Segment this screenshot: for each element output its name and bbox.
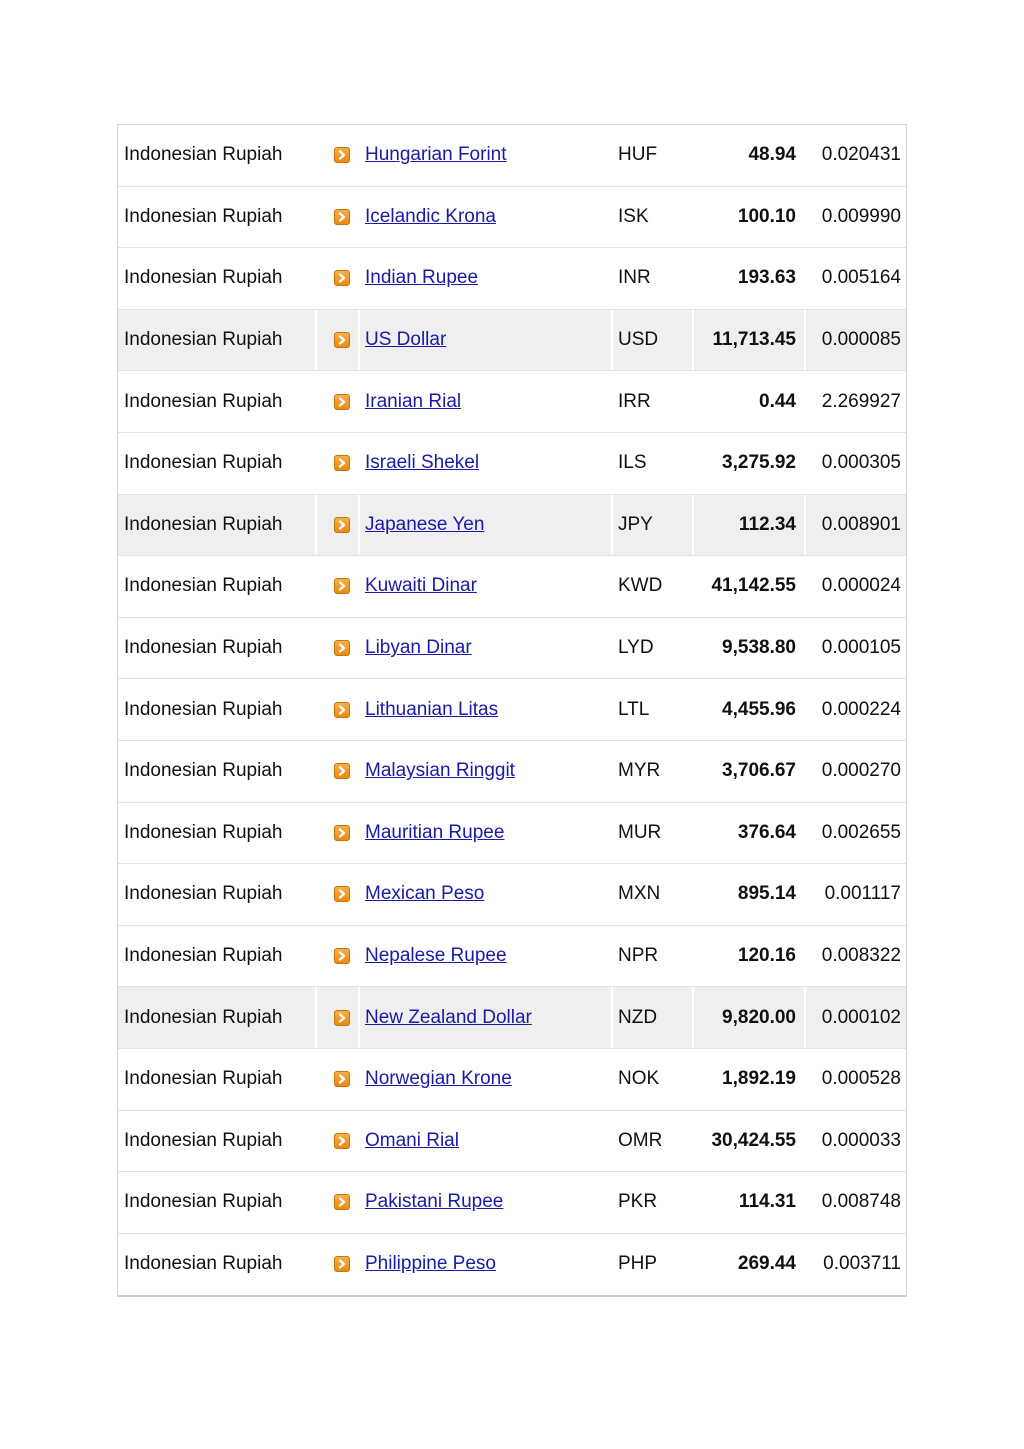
inverse-rate: 0.000305 [821,452,901,474]
currency-link[interactable]: Malaysian Ringgit [365,760,515,782]
base-currency: Indonesian Rupiah [124,513,283,535]
exchange-rate: 120.16 [737,945,796,967]
inverse-rate: 0.008748 [821,1191,901,1213]
table-row [118,1111,906,1173]
exchange-rate: 9,538.80 [722,637,796,659]
currency-link[interactable]: New Zealand Dollar [365,1006,532,1028]
chevron-right-icon [334,886,350,902]
chevron-right-icon [334,578,350,594]
currency-name-cell [365,741,605,802]
chevron-right-icon [334,948,350,964]
table-row [118,125,906,187]
chevron-right-icon [334,763,350,779]
row-arrow[interactable] [332,310,352,371]
currency-code: INR [618,267,651,289]
table-row [118,1049,906,1111]
chevron-right-icon [334,455,350,471]
exchange-rates-table [117,124,907,1297]
inverse-rate: 0.000033 [821,1129,901,1151]
currency-code: HUF [618,144,658,166]
inverse-rate: 0.005164 [821,267,901,289]
inverse-rate: 2.269927 [821,390,901,412]
exchange-rate: 193.63 [737,267,796,289]
currency-code: MYR [618,760,661,782]
exchange-rate: 48.94 [748,144,796,166]
table-row [118,433,906,495]
row-arrow[interactable] [332,1111,352,1172]
table-row [118,618,906,680]
currency-name-cell [365,1234,605,1296]
base-currency: Indonesian Rupiah [124,329,283,351]
chevron-right-icon [334,332,350,348]
row-arrow[interactable] [332,926,352,987]
inverse-rate: 0.008901 [821,513,901,535]
chevron-right-icon [334,702,350,718]
row-arrow[interactable] [332,556,352,617]
currency-link[interactable]: Japanese Yen [365,513,485,535]
exchange-rate: 1,892.19 [722,1068,796,1090]
chevron-right-icon [334,147,350,163]
base-currency: Indonesian Rupiah [124,575,283,597]
currency-code: IRR [618,390,651,412]
currency-link[interactable]: Omani Rial [365,1129,459,1151]
inverse-rate: 0.020431 [821,144,901,166]
base-currency: Indonesian Rupiah [124,267,283,289]
currency-name-cell [365,248,605,309]
currency-name-cell [365,1049,605,1110]
currency-link[interactable]: Nepalese Rupee [365,945,507,967]
currency-name-cell [365,556,605,617]
table-row [118,1172,906,1234]
row-arrow[interactable] [332,864,352,925]
row-arrow[interactable] [332,1234,352,1296]
exchange-rate: 4,455.96 [722,698,796,720]
table-row [118,803,906,865]
inverse-rate: 0.003711 [823,1253,901,1275]
currency-name-cell [365,864,605,925]
row-arrow[interactable] [332,987,352,1048]
base-currency: Indonesian Rupiah [124,1253,283,1275]
currency-name-cell [365,618,605,679]
inverse-rate: 0.001117 [824,883,901,905]
currency-link[interactable]: Mauritian Rupee [365,821,505,843]
base-currency: Indonesian Rupiah [124,390,283,412]
currency-code: PKR [618,1191,658,1213]
base-currency: Indonesian Rupiah [124,1068,283,1090]
row-arrow[interactable] [332,495,352,556]
currency-name-cell [365,803,605,864]
row-arrow[interactable] [332,187,352,248]
chevron-right-icon [334,1256,350,1272]
exchange-rate: 112.34 [738,513,796,535]
currency-link[interactable]: Iranian Rial [365,390,462,412]
exchange-rate: 100.10 [737,205,796,227]
row-arrow[interactable] [332,679,352,740]
inverse-rate: 0.008322 [821,945,901,967]
currency-code: NPR [618,945,659,967]
chevron-right-icon [334,1194,350,1210]
chevron-right-icon [334,517,350,533]
table-row [118,987,906,1049]
inverse-rate: 0.000528 [821,1068,901,1090]
base-currency: Indonesian Rupiah [124,144,283,166]
exchange-rate: 3,706.67 [722,760,796,782]
inverse-rate: 0.000085 [821,329,901,351]
currency-name-cell [365,125,605,186]
inverse-rate: 0.000270 [821,760,901,782]
currency-link[interactable]: Pakistani Rupee [365,1191,504,1213]
row-arrow[interactable] [332,371,352,432]
chevron-right-icon [334,1010,350,1026]
table-row [118,371,906,433]
inverse-rate: 0.000102 [821,1006,901,1028]
base-currency: Indonesian Rupiah [124,205,283,227]
currency-code: ILS [618,452,647,474]
inverse-rate: 0.002655 [821,821,901,843]
exchange-rate: 269.44 [737,1253,796,1275]
row-arrow[interactable] [332,803,352,864]
row-arrow[interactable] [332,1172,352,1233]
currency-link[interactable]: Lithuanian Litas [365,698,499,720]
exchange-rate: 11,713.45 [712,329,796,351]
currency-link[interactable]: Indian Rupee [365,267,479,289]
currency-code: ISK [618,205,649,227]
currency-name-cell [365,987,605,1048]
currency-link[interactable]: Norwegian Krone [365,1068,512,1090]
currency-link[interactable]: US Dollar [365,329,447,351]
currency-name-cell [365,433,605,494]
exchange-rate: 9,820.00 [722,1006,796,1028]
currency-code: PHP [618,1253,658,1275]
table-row [118,741,906,803]
inverse-rate: 0.000105 [821,637,901,659]
exchange-rate: 3,275.92 [722,452,796,474]
base-currency: Indonesian Rupiah [124,821,283,843]
base-currency: Indonesian Rupiah [124,1006,283,1028]
exchange-rate: 376.64 [737,821,796,843]
chevron-right-icon [334,1133,350,1149]
currency-name-cell [365,371,605,432]
currency-name-cell [365,1172,605,1233]
chevron-right-icon [334,640,350,656]
row-arrow[interactable] [332,741,352,802]
currency-code: LTL [618,698,650,720]
table-row [118,248,906,310]
chevron-right-icon [334,1071,350,1087]
currency-link[interactable]: Icelandic Krona [365,205,496,227]
inverse-rate: 0.000024 [821,575,901,597]
chevron-right-icon [334,270,350,286]
base-currency: Indonesian Rupiah [124,760,283,782]
currency-code: OMR [618,1129,663,1151]
currency-code: MXN [618,883,661,905]
currency-code: JPY [618,513,653,535]
currency-code: LYD [618,637,654,659]
table-row [118,495,906,557]
currency-name-cell [365,679,605,740]
table-row [118,679,906,741]
base-currency: Indonesian Rupiah [124,452,283,474]
currency-link[interactable]: Kuwaiti Dinar [365,575,477,597]
currency-name-cell [365,1111,605,1172]
base-currency: Indonesian Rupiah [124,698,283,720]
table-row [118,1234,906,1296]
exchange-rate: 41,142.55 [711,575,796,597]
currency-name-cell [365,187,605,248]
chevron-right-icon [334,209,350,225]
currency-link[interactable]: Philippine Peso [365,1253,496,1275]
currency-code: MUR [618,821,662,843]
currency-name-cell [365,310,605,371]
base-currency: Indonesian Rupiah [124,883,283,905]
base-currency: Indonesian Rupiah [124,1191,283,1213]
currency-link[interactable]: Israeli Shekel [365,452,480,474]
exchange-rate: 895.14 [737,883,796,905]
table-row [118,864,906,926]
exchange-rate: 114.31 [738,1191,796,1213]
inverse-rate: 0.009990 [821,205,901,227]
base-currency: Indonesian Rupiah [124,945,283,967]
currency-code: KWD [618,575,663,597]
chevron-right-icon [334,394,350,410]
row-arrow[interactable] [332,248,352,309]
row-arrow[interactable] [332,433,352,494]
currency-link[interactable]: Hungarian Forint [365,144,507,166]
row-arrow[interactable] [332,125,352,186]
currency-name-cell [365,495,605,556]
currency-name-cell [365,926,605,987]
currency-link[interactable]: Mexican Peso [365,883,485,905]
row-arrow[interactable] [332,1049,352,1110]
currency-link[interactable]: Libyan Dinar [365,637,472,659]
exchange-rate: 30,424.55 [711,1129,796,1151]
chevron-right-icon [334,825,350,841]
table-row [118,926,906,988]
currency-code: NOK [618,1068,660,1090]
base-currency: Indonesian Rupiah [124,637,283,659]
table-row [118,310,906,372]
row-arrow[interactable] [332,618,352,679]
inverse-rate: 0.000224 [821,698,901,720]
currency-code: USD [618,329,659,351]
table-row [118,556,906,618]
table-row [118,187,906,249]
currency-code: NZD [618,1006,658,1028]
base-currency: Indonesian Rupiah [124,1129,283,1151]
exchange-rate: 0.44 [759,390,796,412]
